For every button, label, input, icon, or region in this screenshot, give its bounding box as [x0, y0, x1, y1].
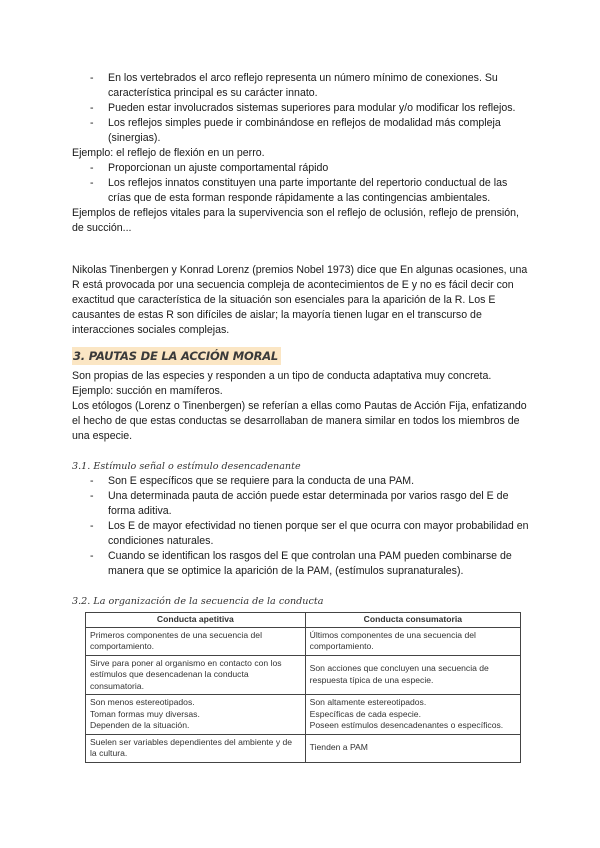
table-cell: Son altamente estereotipados. Específicas de cada especie. Poseen estímulos desencadenantes o específicos.	[305, 695, 520, 735]
table-header: Conducta consumatoria	[305, 613, 520, 628]
section-3-paragraph: Son propias de las especies y responden a un tipo de conducta adaptativa muy concreta. Ejemplo: succión en mamíferos.	[72, 370, 492, 397]
table-cell: Primeros componentes de una secuencia del comportamiento.	[86, 627, 306, 655]
list-item: - Los reflejos innatos constituyen una parte importante del repertorio conductual de las crías que de esta forman responde rápidamente a las contingencias ambientales.	[90, 177, 508, 204]
table-row	[86, 655, 521, 695]
subsection-3-1-list	[72, 474, 532, 579]
table-row	[86, 734, 521, 762]
subsection-3-2-title: 3.2. La organización de la secuencia de la conducta	[72, 596, 324, 607]
example-line: Ejemplo: el reflejo de flexión en un perro.	[72, 147, 265, 159]
table-cell: Suelen ser variables dependientes del ambiente y de la cultura.	[86, 734, 306, 762]
comparison-table	[85, 612, 521, 763]
section-3-paragraph-2: Los etólogos (Lorenz o Tinenbergen) se referían a ellas como Pautas de Acción Fija, enfatizando el hecho de que estas conductas se desarrollaban de manera similar en todos los miembros de una especie.	[72, 400, 527, 442]
examples-vital: Ejemplos de reflejos vitales para la supervivencia son el reflejo de oclusión, reflejo de prensión, de succión...	[72, 207, 519, 234]
table-cell: Son acciones que concluyen una secuencia de respuesta típica de una especie.	[305, 655, 520, 695]
tinbergen-paragraph: Nikolas Tinenbergen y Konrad Lorenz (premios Nobel 1973) dice que En algunas ocasiones, una R está provocada por una secuencia compleja de acontecimientos de E y no es fácil decir con exactitud que característica de la situación son esenciales para la aparición de la R. Los E causantes de estas R son difíciles de aislar; la mayoría tienen lugar en el transcurso de interacciones sociales complejas.	[72, 264, 528, 336]
table-cell: Últimos componentes de una secuencia del comportamiento.	[305, 627, 520, 655]
list-item: - Pueden estar involucrados sistemas superiores para modular y/o modificar los reflejos.	[90, 102, 516, 114]
table-cell: Sirve para poner al organismo en contacto con los estímulos que desencadenan la conducta consumatoria.	[86, 655, 306, 695]
list-item: - Una determinada pauta de acción puede estar determinada por varios rasgo del E de forma aditiva.	[90, 490, 509, 517]
list-item: - Son E específicos que se requiere para la conducta de una PAM.	[90, 475, 415, 487]
table-header: Conducta apetitiva	[86, 613, 306, 628]
intro-list	[72, 71, 532, 146]
table-row	[86, 695, 521, 735]
table-cell: Son menos estereotipados. Toman formas muy diversas. Dependen de la situación.	[86, 695, 306, 735]
table-header-row	[86, 613, 521, 628]
table-row	[86, 627, 521, 655]
subsection-3-1-list-block	[72, 474, 532, 579]
table-cell: Tienden a PAM	[305, 734, 520, 762]
list-item: - Proporcionan un ajuste comportamental rápido	[90, 162, 329, 174]
second-list	[72, 161, 532, 206]
section-3-heading: 3. PAUTAS DE LA ACCIÓN MORAL	[72, 349, 281, 364]
list-item: - Los E de mayor efectividad no tienen porque ser el que ocurra con mayor probabilidad en condiciones naturales.	[90, 520, 529, 547]
intro-list-block	[72, 71, 532, 236]
section-3-body	[72, 369, 532, 444]
list-item: - Cuando se identifican los rasgos del E que controlan una PAM pueden combinarse de manera que se optimice la aparición de la PAM, (estímulos supranaturales).	[90, 550, 512, 577]
list-item: - Los reflejos simples puede ir combinándose en reflejos de modalidad más compleja (sinergias).	[90, 117, 501, 144]
subsection-3-1-title: 3.1. Estímulo señal o estímulo desencadenante	[72, 461, 301, 472]
list-item: - En los vertebrados el arco reflejo representa un número mínimo de conexiones. Su característica principal es su carácter innato.	[90, 72, 498, 99]
